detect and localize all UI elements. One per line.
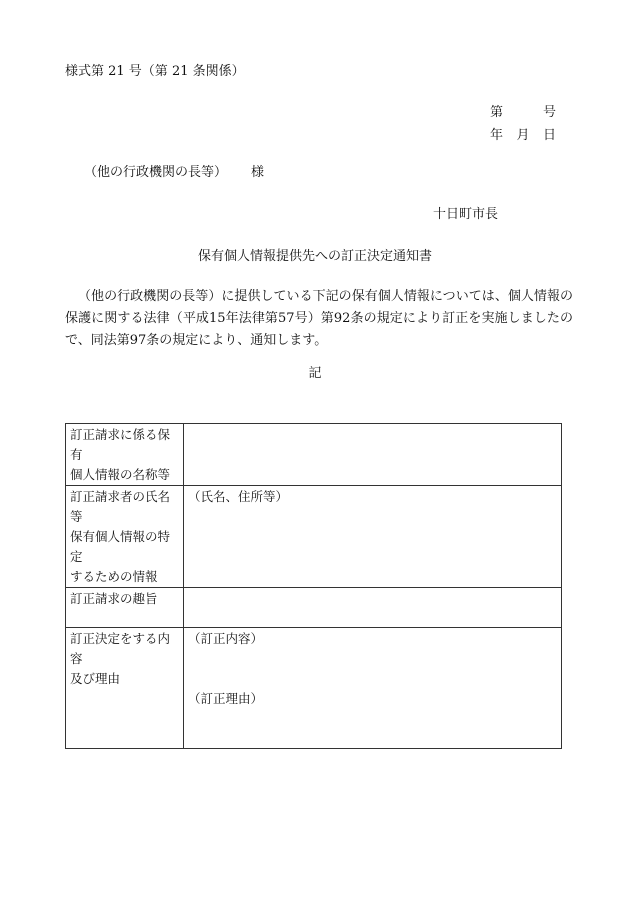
correction-content: （訂正内容）	[188, 631, 264, 646]
document-title: 保有個人情報提供先への訂正決定通知書	[197, 249, 432, 264]
row-value-decision	[184, 628, 562, 749]
row-value-request-purpose	[184, 588, 562, 628]
row-label-requester: 訂正請求者の氏名等 保有個人情報の特定 するための情報	[66, 486, 184, 588]
detail-table	[65, 423, 562, 749]
ki-heading: 記	[308, 366, 322, 381]
table-row	[66, 424, 562, 486]
table-row	[66, 628, 562, 749]
body-text: （他の行政機関の長等）に提供している下記の保有個人情報については、個人情報の保護に関する法律（平成15年法律第57号）第92条の規定により訂正を実施しましたので、同法第97条の規定により、通知します。	[65, 289, 573, 348]
correction-reason: （訂正理由）	[188, 691, 264, 706]
date-day: 日	[542, 128, 556, 143]
document-number-dai: 第	[490, 105, 504, 120]
document-number	[490, 105, 556, 121]
sender: 十日町市長	[433, 207, 499, 222]
row-label-request-purpose: 訂正請求の趣旨	[66, 588, 184, 628]
issue-date	[490, 128, 556, 144]
table-row	[66, 486, 562, 588]
document-number-go: 号	[542, 105, 556, 120]
form-number: 様式第 21 号（第 21 条関係）	[65, 64, 245, 79]
date-year: 年	[490, 128, 504, 143]
date-month: 月	[516, 128, 530, 143]
row-label-decision: 訂正決定をする内容 及び理由	[66, 628, 184, 749]
row-value-request-info	[184, 424, 562, 486]
addressee-suffix: 様	[251, 165, 265, 180]
table-row	[66, 588, 562, 628]
addressee	[84, 165, 264, 181]
addressee-name: （他の行政機関の長等）	[84, 165, 228, 180]
row-value-requester: （氏名、住所等）	[184, 486, 562, 588]
row-label-request-info: 訂正請求に係る保有 個人情報の名称等	[66, 424, 184, 486]
